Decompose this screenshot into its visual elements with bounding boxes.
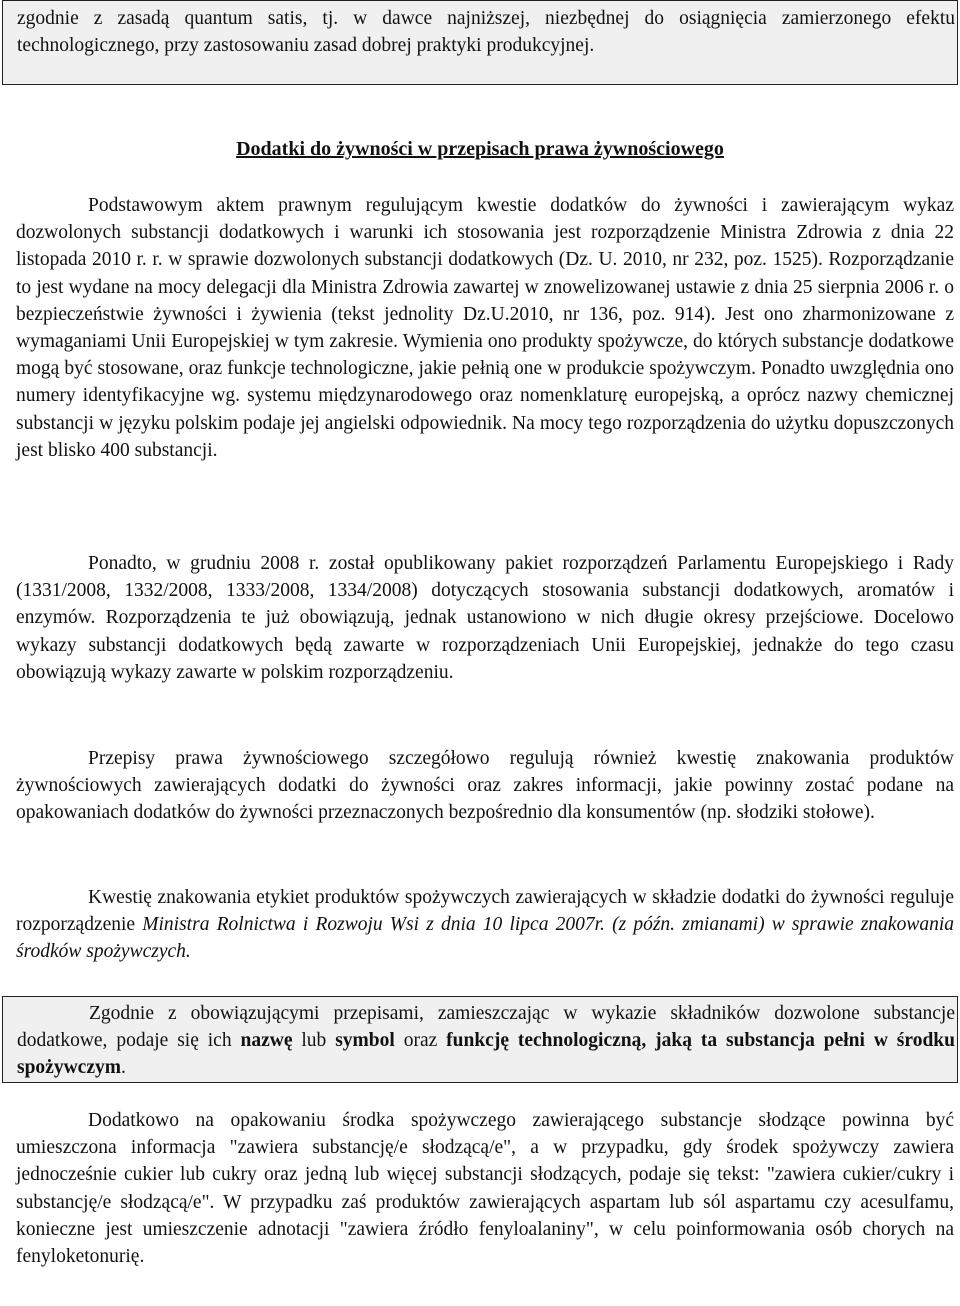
box-mid-text-4: . <box>120 1057 126 1079</box>
box-mid-bold-function: funkcję technologiczną, jaką ta substancja pełni w środku spożywczym <box>17 1030 955 1079</box>
highlighted-box-middle <box>2 996 958 1083</box>
box-mid-text-1: Zgodnie z obowiązującymi przepisami, zamieszczając w wykazie składników dozwolone substancje dodatkowe, podaje się ich <box>17 1003 955 1052</box>
paragraph-4 <box>16 884 954 966</box>
section-heading: Dodatki do żywności w przepisach prawa żywnościowego <box>236 138 724 160</box>
box-mid-bold-symbol: symbol <box>335 1030 395 1052</box>
box-mid-text-3: oraz <box>394 1030 447 1052</box>
paragraph-4-italic: Ministra Rolnictwa i Rozwoju Wsi z dnia 10 lipca 2007r. (z późn. zmianami) w sprawie znakowania środków spożywczych. <box>16 914 954 963</box>
paragraph-4-plain: Kwestię znakowania etykiet produktów spożywczych zawierających w składzie dodatki do żywności reguluje rozporządzenie <box>16 887 954 936</box>
paragraph-2: Ponadto, w grudniu 2008 r. został opublikowany pakiet rozporządzeń Parlamentu Europejskiego i Rady (1331/2008, 1332/2008, 1333/2008, 1334/2008) dotyczących stosowania substancji dodatkowych, aromatów i enzymów. Rozporządzenia te już obowiązują, jednak ustanowiono w nich długie okresy przejściowe. Docelowo wykazy substancji dodatkowych będą zawarte w rozporządzeniach Unii Europejskiej, jednakże do tego czasu obowiązują wykazy zawarte w polskim rozporządzeniu. <box>16 553 954 683</box>
box-mid-bold-name: nazwę <box>240 1030 293 1052</box>
highlighted-box-top <box>2 0 958 85</box>
box-top-text: zgodnie z zasadą quantum satis, tj. w dawce najniższej, niezbędnej do osiągnięcia zamierzonego efektu technologicznego, przy zastosowaniu zasad dobrej praktyki produkcyjnej. <box>17 8 955 57</box>
box-mid-text-2: lub <box>292 1030 336 1052</box>
box-middle-text <box>17 1000 955 1082</box>
paragraph-5: Dodatkowo na opakowaniu środka spożywczego zawierającego substancje słodzące powinna być umieszczona informacja "zawiera substancję/e słodzącą/e", a w przypadku, gdy środek spożywczy zawiera jednocześnie cukier lub cukry oraz jedną lub więcej substancji słodzących, podaje się tekst: "zawiera cukier/cukry i substancję/e słodzącą/e". W przypadku zaś produktów zawierających aspartam lub sól aspartamu czy acesulfamu, konieczne jest umieszczenie adnotacji "zawiera źródło fenyloalaniny", w celu poinformowania osób chorych na fenyloketonurię. <box>16 1110 954 1268</box>
paragraph-3: Przepisy prawa żywnościowego szczegółowo regulują również kwestię znakowania produktów żywnościowych zawierających dodatki do żywności oraz zakres informacji, jakie powinny zostać podane na opakowaniach dodatków do żywności przeznaczonych bezpośrednio dla konsumentów (np. słodziki stołowe). <box>16 748 954 824</box>
paragraph-1: Podstawowym aktem prawnym regulującym kwestie dodatków do żywności i zawierającym wykaz dozwolonych substancji dodatkowych i warunki ich stosowania jest rozporządzenie Ministra Zdrowia z dnia 22 listopada 2010 r. r. w sprawie dozwolonych substancji dodatkowych (Dz. U. 2010, nr 232, poz. 1525). Rozporządzanie to jest wydane na mocy delegacji dla Ministra Zdrowia zawartej w znowelizowanej ustawie z dnia 25 sierpnia 2006 r. o bezpieczeństwie żywności i żywienia (tekst jednolity Dz.U.2010, nr 136, poz. 914). Jest ono zharmonizowane z wymaganiami Unii Europejskiej w tym zakresie. Wymienia ono produkty spożywcze, do których substancje dodatkowe mogą być stosowane, oraz funkcje technologiczne, jakie pełnią one w produkcie spożywczym. Ponadto uwzględnia ono numery identyfikacyjne wg. systemu międzynarodowego oraz nomenklaturę europejską, a oprócz nazwy chemicznej substancji w języku polskim podaje jej angielski odpowiednik. Na mocy tego rozporządzenia do użytku dopuszczonych jest blisko 400 substancji. <box>16 195 954 461</box>
